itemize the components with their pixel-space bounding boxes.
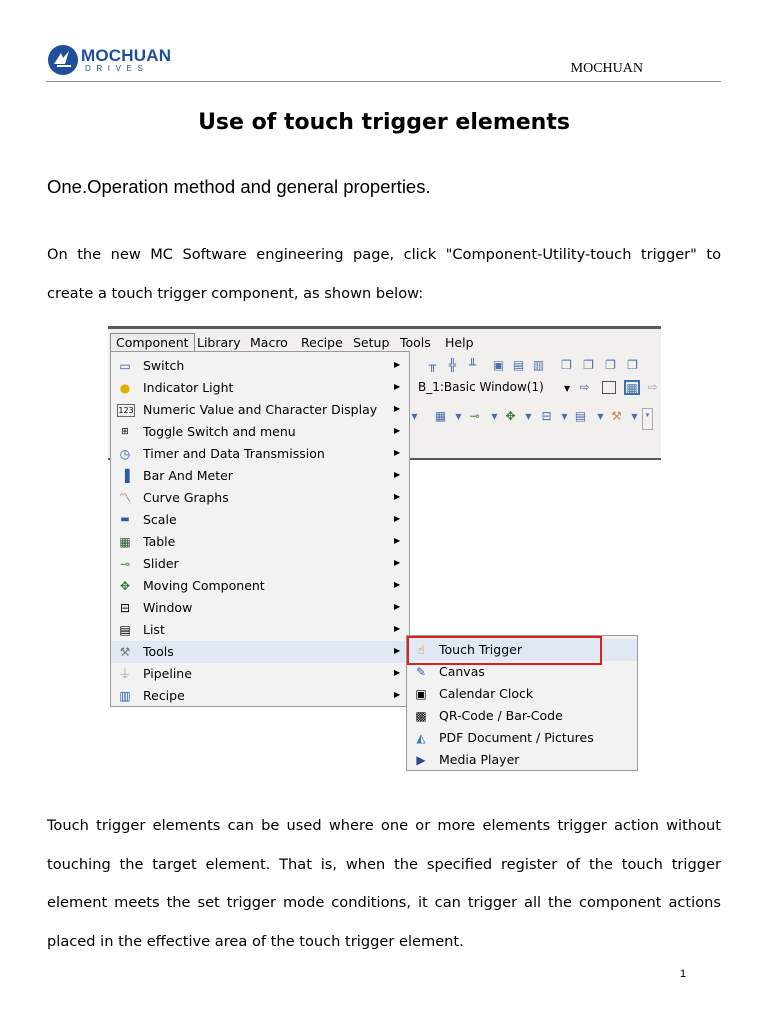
chevron-down-icon[interactable]: ▼	[561, 412, 568, 421]
menu-item-numeric[interactable]	[111, 399, 409, 421]
move-icon: ✥	[119, 579, 131, 593]
component-menu	[110, 351, 410, 707]
chevron-right-icon: ▶	[394, 624, 401, 633]
chevron-down-icon[interactable]: ▼	[564, 384, 571, 393]
menu-item-indicator-light[interactable]	[111, 377, 409, 399]
toolbar-slider-icon[interactable]: ⊸	[469, 409, 480, 423]
window-select[interactable]: B_1:Basic Window(1)	[418, 380, 544, 394]
toolbar-window-icon[interactable]	[602, 381, 616, 394]
menubar-component[interactable]: Component	[110, 333, 195, 352]
chevron-right-icon: ▶	[394, 558, 401, 567]
pipeline-icon: ⏚	[118, 667, 131, 681]
toolbar-go-icon[interactable]: ⇨	[579, 380, 590, 394]
menu-item-timer[interactable]	[111, 443, 409, 465]
logo-name: MOCHUAN	[81, 46, 172, 65]
numeric-icon: 123	[118, 406, 134, 415]
menu-item-label: Bar And Meter	[143, 468, 233, 483]
menu-item-label: Switch	[143, 358, 185, 373]
menu-item-label: Slider	[143, 556, 179, 571]
chevron-right-icon: ▶	[394, 404, 401, 413]
menu-item-label: Toggle Switch and menu	[143, 424, 296, 439]
submenu-item-calendar-clock[interactable]	[407, 683, 637, 705]
chevron-right-icon: ▶	[394, 360, 401, 369]
toolbar-group-icon[interactable]: ▣	[492, 358, 505, 372]
calendar-icon: ▣	[415, 687, 427, 701]
menu-item-table[interactable]	[111, 531, 409, 553]
menu-item-label: Numeric Value and Character Display	[143, 402, 378, 417]
chevron-right-icon: ▶	[394, 580, 401, 589]
highlight-box	[407, 636, 602, 665]
toggle-icon: ⊞	[121, 427, 129, 437]
submenu-item-label: Media Player	[439, 752, 520, 767]
toolbar-tools-icon[interactable]: ⚒	[611, 409, 622, 423]
chevron-right-icon: ▶	[394, 668, 401, 677]
toolbar-spacing-icon[interactable]: ╨	[468, 358, 477, 372]
window-icon: ⊟	[119, 601, 131, 615]
chevron-down-icon[interactable]: ▼	[525, 412, 532, 421]
submenu-item-label: Touch Trigger	[439, 642, 522, 657]
toolbar-align-icon[interactable]: ╥	[428, 358, 437, 372]
menu-item-tools[interactable]	[111, 641, 409, 663]
menu-item-toggle[interactable]	[111, 421, 409, 443]
header-divider	[46, 81, 721, 82]
chevron-right-icon: ▶	[394, 602, 401, 611]
submenu-item-qr-code[interactable]	[407, 705, 637, 727]
chevron-down-icon[interactable]: ▼	[411, 412, 418, 421]
submenu-item-label: QR-Code / Bar-Code	[439, 708, 563, 723]
toolbar-clone-icon[interactable]: ❐	[627, 358, 638, 372]
canvas-icon: ✎	[415, 665, 427, 679]
menu-item-label: Timer and Data Transmission	[143, 446, 325, 461]
menu-item-bar-meter[interactable]	[111, 465, 409, 487]
submenu-item-media-player[interactable]	[407, 749, 637, 771]
menu-item-moving-component[interactable]	[111, 575, 409, 597]
toolbar-list-icon[interactable]: ▤	[574, 409, 587, 423]
menu-item-label: Indicator Light	[143, 380, 234, 395]
menu-item-label: Moving Component	[143, 578, 265, 593]
logo-subtitle: DRIVES	[85, 64, 149, 73]
menu-item-pipeline[interactable]	[111, 663, 409, 685]
chevron-right-icon: ▶	[394, 382, 401, 391]
menu-bar	[108, 326, 661, 353]
toolbar-window2-icon[interactable]: ⊟	[541, 409, 552, 423]
tools-icon: ⚒	[119, 645, 131, 659]
menu-item-slider[interactable]	[111, 553, 409, 575]
toolbar-ungroup-icon[interactable]: ▤	[512, 358, 525, 372]
toolbar-distribute-icon[interactable]: ╬	[448, 358, 457, 372]
clock-icon: ◷	[119, 447, 131, 461]
section-heading: One.Operation method and general properties.	[47, 176, 431, 197]
menu-item-recipe[interactable]	[111, 685, 409, 707]
curve-icon: 〽	[118, 491, 131, 505]
menu-item-label: List	[143, 622, 165, 637]
chevron-right-icon: ▶	[394, 690, 401, 699]
chevron-down-icon[interactable]: ▼	[597, 412, 604, 421]
menu-item-label: Tools	[143, 644, 174, 659]
submenu-item-label: PDF Document / Pictures	[439, 730, 594, 745]
chevron-down-icon[interactable]: ▼	[491, 412, 498, 421]
submenu-item-label: Canvas	[439, 664, 485, 679]
menubar-setup[interactable]: Setup	[353, 335, 390, 350]
recipe-icon: ▥	[119, 689, 131, 703]
intro-paragraph: On the new MC Software engineering page, click "Component-Utility-touch trigger" to create a touch trigger component, as shown below:	[47, 246, 721, 302]
menu-item-label: Table	[143, 534, 176, 549]
bar-icon: ▐	[120, 469, 130, 483]
menubar-recipe[interactable]: Recipe	[301, 335, 343, 350]
bulb-icon: ●	[119, 381, 131, 395]
toolbar-next-icon[interactable]: ⇨	[647, 380, 658, 394]
menubar-macro[interactable]: Macro	[250, 335, 288, 350]
toolbar-move-icon[interactable]: ✥	[505, 409, 516, 423]
menu-item-label: Scale	[143, 512, 177, 527]
table-icon: ▦	[119, 535, 131, 549]
toolbar-layer-icon[interactable]: ▥	[532, 358, 545, 372]
scale-icon: ▬	[120, 514, 130, 525]
menu-item-label: Window	[143, 600, 193, 615]
chevron-down-icon[interactable]: ▼	[455, 412, 462, 421]
chevron-right-icon: ▶	[394, 514, 401, 523]
chevron-right-icon: ▶	[394, 426, 401, 435]
chevron-down-icon[interactable]: ▼	[631, 412, 638, 421]
menu-item-label: Curve Graphs	[143, 490, 229, 505]
description-paragraph: Touch trigger elements can be used where one or more elements trigger action without touching the target element. That is, when the specified register of the touch trigger element meets the set trigger mode conditions, it can trigger all the component actions placed in the effective area of the touch trigger element.	[47, 817, 721, 950]
touch-trigger-icon: ☝	[417, 643, 425, 657]
slider-icon: ⊸	[119, 557, 131, 571]
chevron-right-icon: ▶	[394, 492, 401, 501]
toolbar-screen-icon[interactable]: ▦	[624, 380, 640, 395]
menu-item-label: Pipeline	[143, 666, 192, 681]
menu-item-scale[interactable]	[111, 509, 409, 531]
software-screenshot	[108, 326, 661, 772]
submenu-item-pdf[interactable]	[407, 727, 637, 749]
media-icon: ▶	[416, 753, 426, 767]
page-title: Use of touch trigger elements	[198, 110, 570, 135]
qr-icon: ▩	[415, 709, 427, 723]
mochuan-logo	[47, 44, 172, 76]
menu-item-window[interactable]	[111, 597, 409, 619]
chevron-right-icon: ▶	[394, 448, 401, 457]
page-number: 1	[680, 968, 687, 980]
toolbar-paste-icon[interactable]: ❐	[583, 358, 594, 372]
menu-item-curve-graphs[interactable]	[111, 487, 409, 509]
menubar-tools[interactable]: Tools	[400, 335, 431, 350]
pdf-icon: ◭	[416, 731, 426, 745]
menu-item-label: Recipe	[143, 688, 185, 703]
toolbar-copy-icon[interactable]: ❐	[561, 358, 572, 372]
mochuan-logo-mark-icon	[47, 44, 79, 76]
toolbar-table-icon[interactable]: ▦	[434, 409, 447, 423]
chevron-right-icon: ▶	[394, 470, 401, 479]
list-icon: ▤	[119, 623, 131, 637]
switch-icon: ▭	[119, 359, 131, 373]
toolbar-duplicate-icon[interactable]: ❐	[605, 358, 616, 372]
chevron-right-icon: ▶	[394, 536, 401, 545]
chevron-right-icon: ▶	[394, 646, 401, 655]
menubar-help[interactable]: Help	[445, 335, 474, 350]
menubar-library[interactable]: Library	[197, 335, 241, 350]
menu-item-list[interactable]	[111, 619, 409, 641]
submenu-item-label: Calendar Clock	[439, 686, 534, 701]
header-company: MOCHUAN	[570, 61, 643, 76]
menu-item-switch[interactable]	[111, 355, 409, 377]
toolbar-overflow-icon[interactable]: ▾	[642, 408, 653, 430]
